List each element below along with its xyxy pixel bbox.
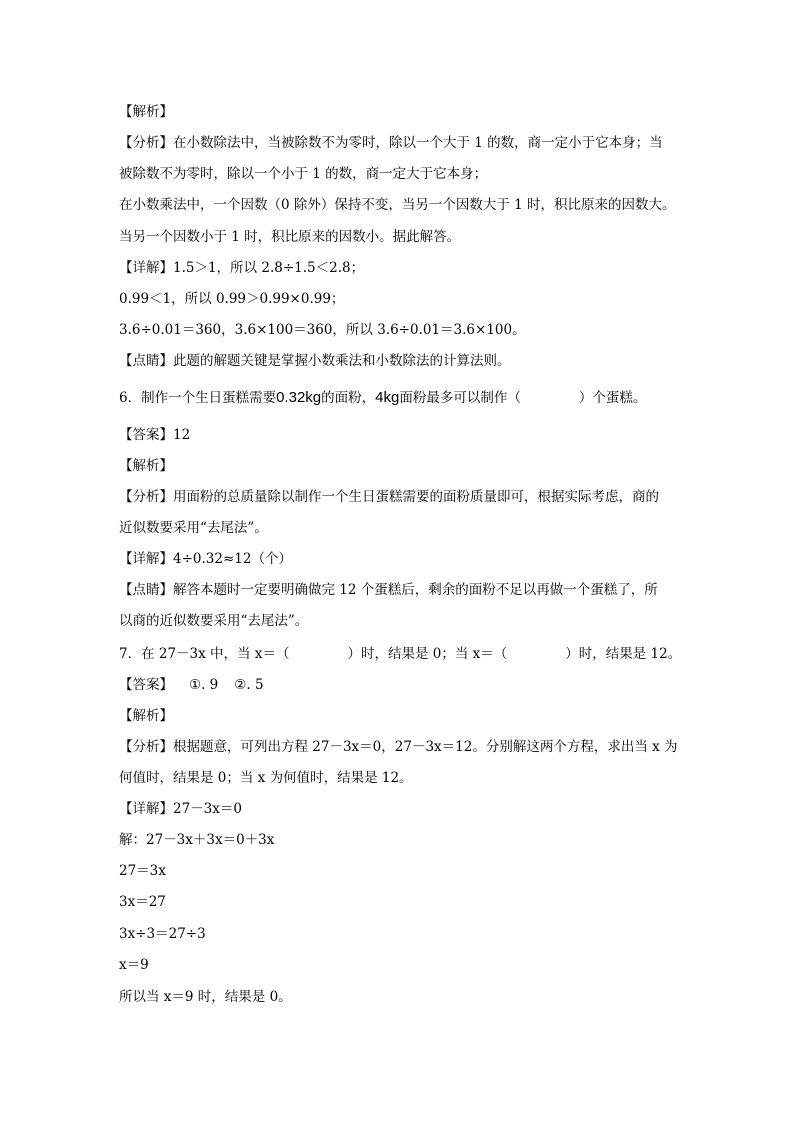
q7-solution-step-2: 27＝3x — [119, 863, 166, 879]
q6-question — [119, 389, 699, 407]
q5-detail-line-2: 0.99＜1，所以 0.99＞0.99×0.99； — [119, 291, 345, 307]
q5-analysis-line-3: 在小数乘法中，一个因数（0 除外）保持不变，当另一个因数大于 1 时，积比原来的因数大。 — [119, 197, 676, 213]
q7-solution-step-5: x＝9 — [119, 957, 149, 973]
q7-conclusion: 所以当 x＝9 时，结果是 0。 — [119, 989, 292, 1005]
q6-flour-per-cake: 0.32kg — [276, 389, 322, 406]
q7-answer — [119, 676, 699, 694]
q7-analysis-line-1: 【分析】根据题意，可列出方程 27－3x＝0，27－3x＝12。分别解这两个方程，求出当 x 为 — [119, 739, 678, 755]
q7-analysis-line-2: 何值时，结果是 0；当 x 为何值时，结果是 12。 — [119, 770, 413, 786]
q5-detail-line-1: 【详解】1.5＞1，所以 2.8÷1.5＜2.8； — [119, 260, 365, 276]
q5-analysis-line-1: 【分析】在小数除法中，当被除数不为零时，除以一个大于 1 的数，商一定小于它本身；当 — [119, 135, 663, 151]
q7-solution-step-1: 解：27－3x＋3x＝0＋3x — [119, 832, 275, 848]
q6-jiexi-heading: 【解析】 — [119, 458, 173, 474]
q7-question — [119, 645, 699, 663]
q5-analysis-line-2: 被除数不为零时，除以一个小于 1 的数，商一定大于它本身； — [119, 166, 488, 182]
q6-question-text-1: 6．制作一个生日蛋糕需要 — [119, 390, 277, 406]
q6-question-text-3: 面粉最多可以制作（ — [399, 390, 521, 406]
q6-total-flour: 4kg — [375, 389, 400, 406]
q5-jiexi-heading: 【解析】 — [119, 104, 173, 120]
q7-solution-step-4: 3x÷3＝27÷3 — [119, 926, 206, 942]
q6-analysis-line-2: 近似数要采用“去尾法”。 — [119, 520, 268, 536]
q7-question-text-2: ）时，结果是 0；当 x＝（ — [347, 646, 508, 662]
q6-tip-line-2: 以商的近似数要采用“去尾法”。 — [119, 613, 309, 629]
q7-detail: 【详解】27－3x＝0 — [119, 801, 242, 817]
q7-answer-1: ①. 9 — [189, 677, 219, 693]
q5-analysis-line-4: 当另一个因数小于 1 时，积比原来的因数小。据此解答。 — [119, 229, 461, 245]
q7-question-text-1: 7．在 27－3x 中，当 x＝（ — [119, 646, 290, 662]
q6-question-text-2: 的面粉， — [321, 390, 376, 406]
q6-answer: 【答案】12 — [119, 427, 191, 443]
q7-answer-2: ②. 5 — [234, 677, 264, 693]
q7-answer-label: 【答案】 — [119, 677, 173, 693]
q6-detail: 【详解】4÷0.32≈12（个） — [119, 551, 292, 567]
q7-question-text-3: ）时，结果是 12。 — [565, 646, 682, 662]
q6-tip-line-1: 【点睛】解答本题时一定要明确做完 12 个蛋糕后，剩余的面粉不足以再做一个蛋糕了，所 — [119, 582, 658, 598]
q5-detail-line-3: 3.6÷0.01＝360，3.6×100＝360，所以 3.6÷0.01＝3.6×100。 — [119, 322, 526, 338]
q7-solution-step-3: 3x＝27 — [119, 894, 166, 910]
q7-jiexi-heading: 【解析】 — [119, 708, 173, 724]
q5-tip: 【点睛】此题的解题关键是掌握小数乘法和小数除法的计算法则。 — [119, 353, 511, 369]
q6-analysis-line-1: 【分析】用面粉的总质量除以制作一个生日蛋糕需要的面粉质量即可，根据实际考虑，商的 — [119, 489, 659, 505]
q6-question-text-4: ）个蛋糕。 — [578, 390, 647, 406]
